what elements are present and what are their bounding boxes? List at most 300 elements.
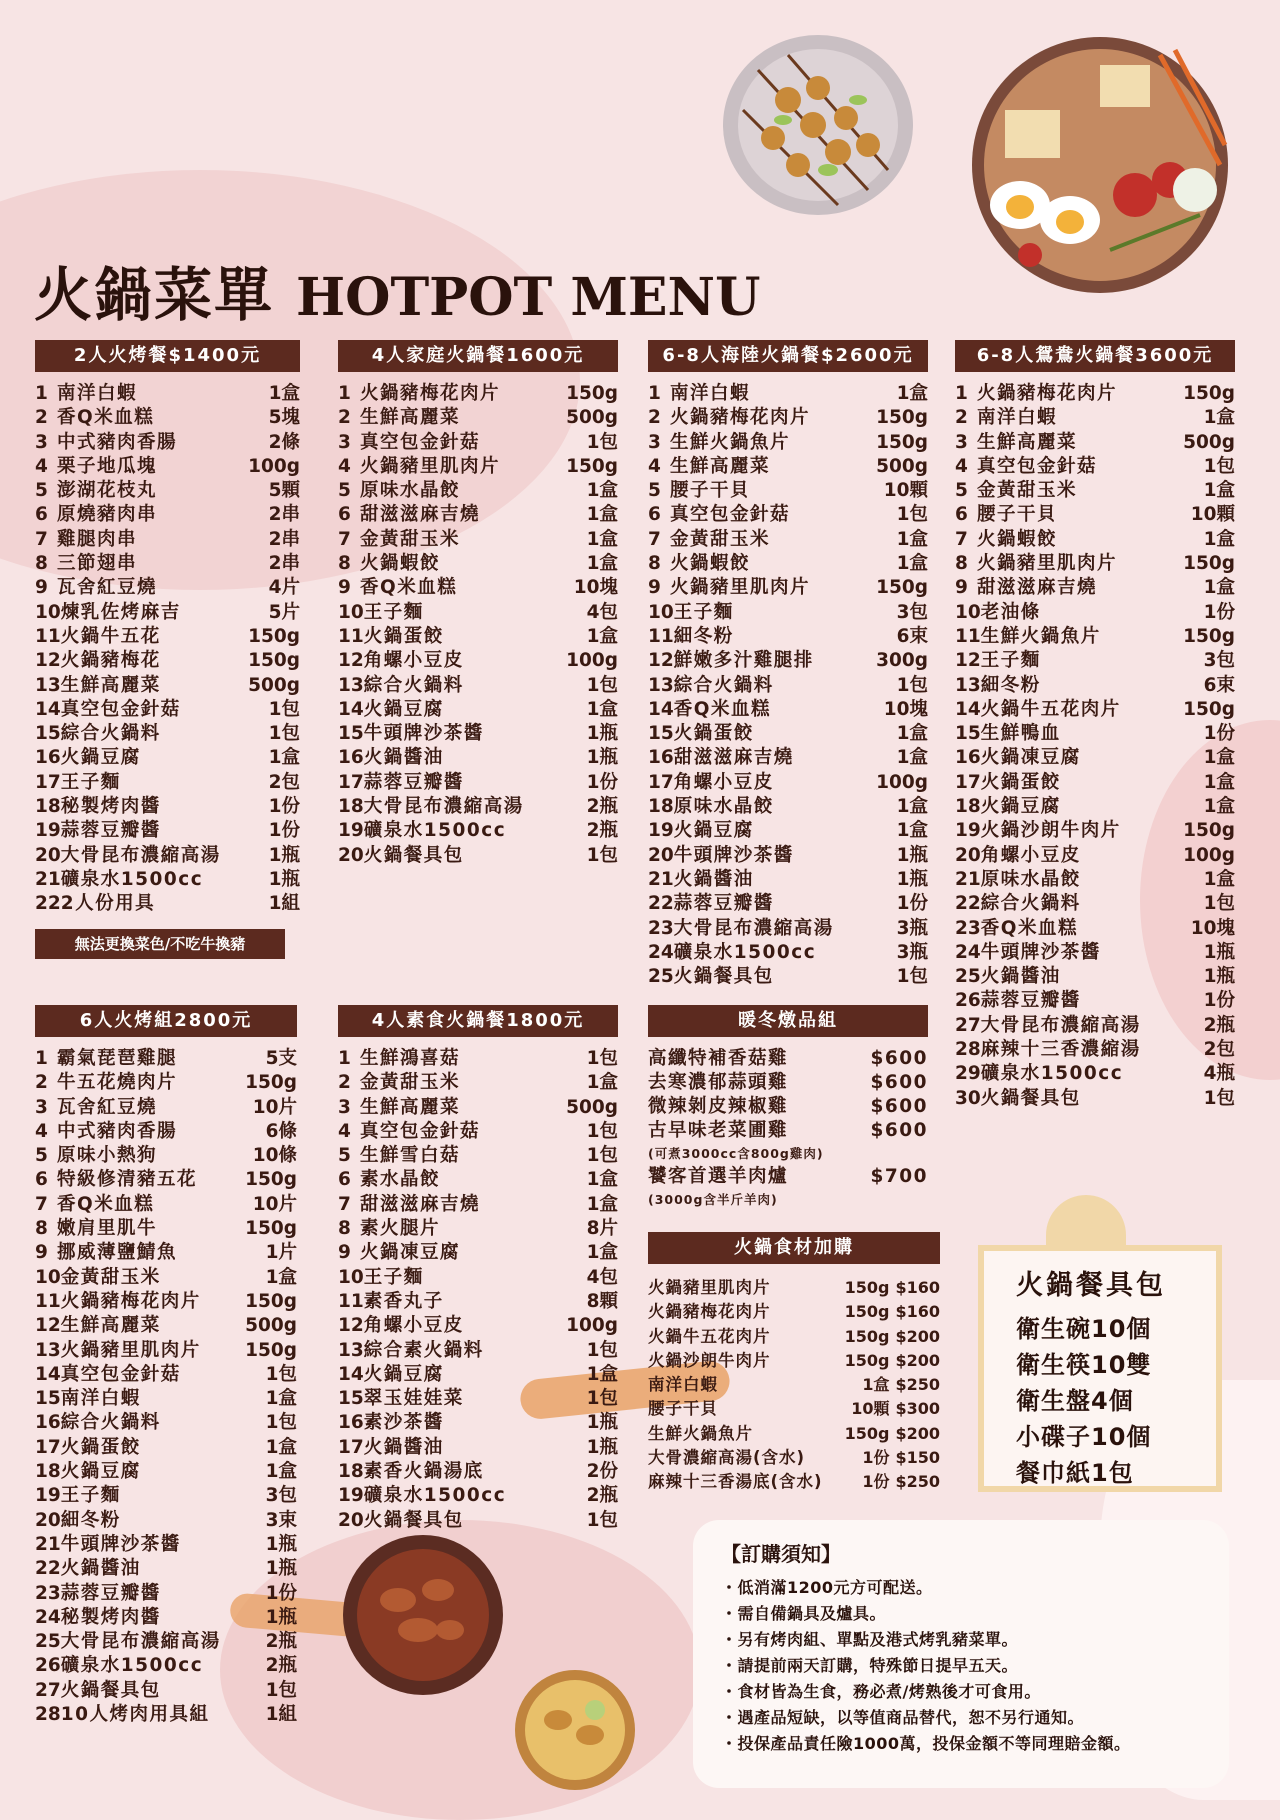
set-menu-item (35, 1557, 297, 1581)
set-menu-item-label (35, 1679, 161, 1703)
addon-item (648, 1300, 940, 1324)
item-name: 香Q米血糕 (980, 917, 1078, 939)
item-number: 3 (338, 1096, 351, 1118)
addon-item (648, 1373, 940, 1397)
item-quantity: 1包 (586, 1339, 618, 1361)
item-quantity: 150g (1183, 820, 1235, 842)
set-menu-item (35, 819, 300, 843)
item-number: 19 (648, 820, 674, 842)
item-number: 23 (955, 917, 981, 939)
set-menu-item-label (955, 455, 1097, 479)
item-quantity: 1包 (586, 431, 618, 453)
item-name: 生鮮火鍋魚片 (670, 431, 791, 453)
order-notice-item: ・食材皆為生食，務必煮/烤熟後才可食用。 (721, 1682, 1041, 1701)
item-number: 8 (338, 1218, 351, 1240)
set-menu-item (955, 1038, 1235, 1062)
set-menu-item-label (955, 576, 1097, 600)
set-menu-item-label (338, 382, 500, 406)
item-name: 王子麵 (363, 1266, 424, 1288)
addon-item-quantity: 150g (844, 1302, 890, 1322)
item-number: 8 (35, 553, 48, 575)
item-number: 15 (35, 723, 61, 745)
item-number: 17 (35, 1436, 61, 1458)
set-menu-item (35, 1168, 297, 1192)
set-menu-item (35, 1363, 297, 1387)
item-quantity: 1份 (268, 820, 300, 842)
item-name: 火鍋醬油 (363, 747, 444, 769)
set-menu-item-label (35, 674, 161, 698)
set-menu-item (648, 819, 928, 843)
item-name: 蒜蓉豆瓣醬 (673, 893, 774, 915)
set-menu-item (35, 1533, 297, 1557)
item-number: 13 (648, 674, 674, 696)
item-quantity: 1盒 (1203, 771, 1235, 793)
set-menu-item-label (35, 1120, 177, 1144)
set-menu-item-label (955, 649, 1041, 673)
item-name: 南洋白蝦 (977, 407, 1058, 429)
set-menu-item (35, 1630, 297, 1654)
item-number: 14 (35, 1363, 61, 1385)
item-name: 麻辣十三香濃縮湯 (980, 1039, 1141, 1061)
item-number: 7 (648, 528, 661, 550)
item-name: 香Q米血糕 (673, 698, 771, 720)
no-substitution-note: 無法更換菜色/不吃牛換豬 (35, 929, 285, 959)
set-menu-item (35, 1071, 297, 1095)
item-name: 大骨昆布濃縮高湯 (673, 917, 834, 939)
item-name: 金黃甜玉米 (360, 1072, 461, 1094)
set-menu-item-list (648, 382, 928, 989)
item-name: 真空包金針菇 (60, 698, 181, 720)
item-quantity: 500g (876, 455, 928, 477)
item-number: 19 (35, 1485, 61, 1507)
addon-item-quantity: 1份 (862, 1448, 890, 1468)
item-quantity: 1包 (265, 1412, 297, 1434)
set-menu-item-label (338, 406, 460, 430)
item-quantity: 10條 (252, 1145, 297, 1167)
set-menu-4p-family-hotpot (338, 340, 618, 868)
set-menu-item (338, 722, 618, 746)
addon-item-qty-price (845, 1422, 940, 1446)
item-name: 火鍋豬里肌肉片 (670, 577, 811, 599)
item-number: 20 (338, 844, 364, 866)
item-number: 6 (955, 504, 968, 526)
set-menu-item (338, 1144, 618, 1168)
item-name: 腰子干貝 (670, 480, 751, 502)
item-number: 24 (955, 941, 981, 963)
set-menu-item (35, 1654, 297, 1678)
item-number: 3 (35, 431, 48, 453)
item-number: 16 (35, 747, 61, 769)
item-quantity: 3束 (265, 1509, 297, 1531)
item-number: 7 (35, 528, 48, 550)
item-quantity: 2瓶 (586, 1485, 618, 1507)
set-menu-item (955, 722, 1235, 746)
set-menu-item (648, 382, 928, 406)
set-menu-item-list (338, 1047, 618, 1533)
item-name: 火鍋豆腐 (673, 820, 754, 842)
addon-item-price: $200 (895, 1326, 940, 1346)
set-menu-item-label (955, 795, 1061, 819)
set-menu-item-label (338, 1144, 460, 1168)
set-menu-item-label (955, 771, 1061, 795)
set-menu-item (35, 795, 300, 819)
item-quantity: 3瓶 (896, 917, 928, 939)
item-name: 牛頭牌沙茶醬 (60, 1533, 181, 1555)
item-quantity: 1瓶 (268, 844, 300, 866)
item-name: 生鮮高麗菜 (670, 455, 771, 477)
item-number: 15 (955, 723, 981, 745)
item-quantity: 10顆 (1190, 504, 1235, 526)
order-notice-item: ・低消滿1200元方可配送。 (721, 1578, 933, 1597)
set-menu-item (35, 406, 300, 430)
item-name: 火鍋蛋餃 (363, 625, 444, 647)
set-menu-item (955, 1087, 1235, 1111)
set-menu-item (338, 1193, 618, 1217)
set-menu-item (648, 722, 928, 746)
set-menu-item (338, 819, 618, 843)
set-menu-item (338, 431, 618, 455)
set-menu-item (35, 649, 300, 673)
item-quantity: 1盒 (896, 383, 928, 404)
set-menu-item (35, 479, 300, 503)
item-number: 19 (338, 1485, 364, 1507)
stew-note: (3000g含半斤羊肉) (648, 1192, 778, 1207)
set-menu-item (35, 1241, 297, 1265)
set-menu-item (35, 1217, 297, 1241)
addon-item-price: $200 (895, 1423, 940, 1443)
item-quantity: 2瓶 (586, 820, 618, 842)
item-quantity: 1片 (265, 1242, 297, 1264)
stew-item-name: 高纖特補香菇雞 (648, 1048, 789, 1069)
item-quantity: 5片 (268, 601, 300, 623)
set-menu-6-8p-yuanyang (955, 340, 1235, 1111)
stew-item-price: $600 (870, 1048, 928, 1069)
set-menu-item-label (338, 479, 460, 503)
set-menu-item (338, 1290, 618, 1314)
item-name: 火鍋豬梅花 (60, 650, 161, 672)
item-number: 9 (648, 577, 661, 599)
item-quantity: 100g (566, 650, 618, 672)
item-number: 4 (338, 455, 351, 477)
set-menu-item (955, 576, 1235, 600)
item-number: 22 (35, 1558, 61, 1580)
item-quantity: 100g (248, 455, 300, 477)
item-number: 11 (35, 1290, 61, 1312)
addon-section (648, 1232, 940, 1495)
item-name: 大骨昆布濃縮高湯 (60, 844, 221, 866)
item-name: 中式豬肉香腸 (57, 431, 178, 453)
set-menu-item-label (35, 1460, 141, 1484)
item-number: 9 (35, 577, 48, 599)
item-quantity: 2瓶 (265, 1655, 297, 1677)
item-number: 23 (35, 1582, 61, 1604)
item-number: 10 (648, 601, 674, 623)
item-quantity: 150g (1183, 553, 1235, 575)
addon-item (648, 1422, 940, 1446)
set-menu-item (35, 1339, 297, 1363)
set-menu-item-label (35, 1387, 141, 1411)
item-number: 17 (35, 771, 61, 793)
item-name: 綜合火鍋料 (363, 674, 464, 696)
item-number: 2 (338, 1072, 351, 1094)
item-number: 15 (35, 1388, 61, 1410)
item-name: 火鍋凍豆腐 (360, 1242, 461, 1264)
item-number: 5 (35, 1145, 48, 1167)
skewers-plate-icon (718, 30, 918, 220)
item-quantity: 1瓶 (265, 1606, 297, 1628)
addon-header: 火鍋食材加購 (648, 1232, 940, 1264)
addon-item-quantity: 150g (844, 1326, 890, 1346)
item-number: 1 (648, 383, 661, 404)
item-number: 19 (35, 820, 61, 842)
set-menu-item (338, 1071, 618, 1095)
set-menu-item (35, 576, 300, 600)
item-name: 特級修清豬五花 (57, 1169, 198, 1191)
item-number: 3 (338, 431, 351, 453)
item-name: 蒜蓉豆瓣醬 (60, 1582, 161, 1604)
item-number: 6 (338, 1169, 351, 1191)
item-quantity: 1份 (586, 771, 618, 793)
item-number: 6 (35, 1169, 48, 1191)
item-quantity: 1盒 (896, 796, 928, 818)
item-name: 火鍋豬梅花肉片 (977, 383, 1118, 404)
set-menu-item (648, 576, 928, 600)
item-name: 礦泉水1500cc (363, 1485, 507, 1507)
set-menu-item-label (338, 625, 444, 649)
item-name: 火鍋豬梅花肉片 (670, 407, 811, 429)
set-menu-item-label (955, 503, 1057, 527)
set-menu-item (955, 406, 1235, 430)
item-number: 3 (35, 1096, 48, 1118)
set-menu-item (338, 576, 618, 600)
item-name: 大骨昆布濃縮高湯 (60, 1631, 221, 1653)
set-menu-item-label (35, 431, 177, 455)
set-menu-item (955, 503, 1235, 527)
set-menu-item-label (648, 552, 750, 576)
item-name: 綜合火鍋料 (60, 1412, 161, 1434)
item-name: 蒜蓉豆瓣醬 (363, 771, 464, 793)
menu-title-zh: 火鍋菜單 (34, 261, 275, 329)
item-number: 13 (338, 1339, 364, 1361)
item-quantity: 2份 (586, 1461, 618, 1483)
item-name: 火鍋蝦餃 (977, 528, 1058, 550)
set-menu-item-label (648, 868, 754, 892)
set-menu-item (338, 1314, 618, 1338)
item-quantity: 4包 (586, 1266, 618, 1288)
item-name: 火鍋蛋餃 (980, 771, 1061, 793)
set-menu-item-label (35, 455, 157, 479)
set-menu-item (648, 455, 928, 479)
item-name: 挪威薄鹽鯖魚 (57, 1242, 178, 1264)
set-menu-item (338, 406, 618, 430)
item-quantity: 1盒 (1203, 577, 1235, 599)
item-quantity: 1包 (268, 698, 300, 720)
set-menu-item-label (955, 917, 1078, 941)
item-quantity: 150g (1183, 383, 1235, 404)
order-notice-item: ・投保產品責任險1000萬，投保金額不等同理賠金額。 (721, 1734, 1131, 1753)
set-menu-item-label (338, 1484, 506, 1508)
set-menu-item (338, 649, 618, 673)
set-menu-item-label (35, 746, 141, 770)
item-quantity: 10片 (252, 1096, 297, 1118)
set-menu-item-label (648, 479, 750, 503)
item-quantity: 1瓶 (268, 868, 300, 890)
item-number: 10 (338, 601, 364, 623)
item-number: 20 (35, 1509, 61, 1531)
item-quantity: 1盒 (586, 504, 618, 526)
stew-item-price: $600 (870, 1072, 928, 1093)
item-quantity: 1盒 (896, 820, 928, 842)
addon-item-name: 生鮮火鍋魚片 (648, 1423, 753, 1443)
set-menu-item-label (35, 1144, 157, 1168)
item-number: 5 (338, 480, 351, 502)
addon-item-price: $150 (895, 1448, 940, 1468)
item-quantity: 150g (876, 407, 928, 429)
item-name: 礦泉水1500cc (980, 1063, 1124, 1085)
set-menu-item (338, 1120, 618, 1144)
set-menu-item-label (35, 1241, 177, 1265)
addon-item-quantity: 150g (844, 1423, 890, 1443)
item-quantity: 150g (876, 431, 928, 453)
item-quantity: 5顆 (268, 480, 300, 502)
item-name: 香Q米血糕 (57, 1193, 155, 1215)
item-name: 綜合火鍋料 (673, 674, 774, 696)
item-number: 28 (955, 1039, 981, 1061)
item-number: 21 (35, 868, 61, 890)
set-menu-item (955, 868, 1235, 892)
order-notice-item: ・請提前兩天訂購，特殊節日提早五天。 (721, 1656, 1019, 1675)
item-name: 生鮮鴻喜菇 (360, 1048, 461, 1069)
set-menu-item-label (35, 649, 161, 673)
item-name: 礦泉水1500cc (60, 868, 204, 890)
item-quantity: 2串 (268, 528, 300, 550)
item-number: 9 (35, 1242, 48, 1264)
set-menu-item-list (35, 1047, 297, 1727)
set-menu-item-label (955, 892, 1081, 916)
set-menu-item (35, 1096, 297, 1120)
set-menu-item-label (648, 382, 750, 406)
set-menu-item (955, 965, 1235, 989)
item-name: 嫩肩里肌牛 (57, 1218, 158, 1240)
item-name: 蒜蓉豆瓣醬 (980, 990, 1081, 1012)
item-quantity: 1盒 (586, 480, 618, 502)
item-quantity: 2串 (268, 504, 300, 526)
set-menu-item-label (338, 1363, 444, 1387)
item-number: 21 (35, 1533, 61, 1555)
item-name: 生鮮高麗菜 (360, 1096, 461, 1118)
item-number: 14 (35, 698, 61, 720)
item-number: 16 (338, 747, 364, 769)
set-menu-item-label (338, 576, 457, 600)
set-menu-item (955, 1014, 1235, 1038)
set-menu-header: 6-8人海陸火鍋餐$2600元 (648, 340, 928, 372)
set-menu-item (648, 892, 928, 916)
item-quantity: 1盒 (586, 1072, 618, 1094)
item-name: 原味水晶餃 (980, 868, 1081, 890)
item-name: 火鍋牛五花肉片 (980, 698, 1121, 720)
item-name: 火鍋蝦餃 (360, 553, 441, 575)
item-number: 16 (35, 1412, 61, 1434)
item-quantity: 1瓶 (586, 747, 618, 769)
set-menu-item-label (35, 503, 157, 527)
item-quantity: 150g (245, 1339, 297, 1361)
item-name: 火鍋醬油 (980, 966, 1061, 988)
set-menu-item (338, 746, 618, 770)
set-menu-item-label (955, 552, 1117, 576)
item-quantity: 10塊 (883, 698, 928, 720)
set-menu-item-label (955, 674, 1041, 698)
item-number: 9 (338, 1242, 351, 1264)
set-menu-item (955, 819, 1235, 843)
set-menu-item (338, 844, 618, 868)
set-menu-item-label (338, 455, 500, 479)
set-menu-item-label (955, 1062, 1123, 1086)
item-name: 素香丸子 (363, 1290, 444, 1312)
set-menu-item (338, 698, 618, 722)
set-menu-item-label (35, 1290, 201, 1314)
set-menu-item (35, 844, 300, 868)
item-name: 火鍋醬油 (673, 868, 754, 890)
set-menu-item (955, 844, 1235, 868)
item-number: 9 (955, 577, 968, 599)
set-menu-item (648, 917, 928, 941)
item-quantity: 1瓶 (1203, 941, 1235, 963)
item-number: 10 (338, 1266, 364, 1288)
set-menu-item-label (338, 1096, 460, 1120)
item-quantity: 1包 (896, 674, 928, 696)
item-name: 綜合火鍋料 (60, 723, 161, 745)
item-name: 牛頭牌沙茶醬 (363, 723, 484, 745)
item-name: 香Q米血糕 (360, 577, 458, 599)
addon-item-price: $300 (895, 1399, 940, 1419)
item-quantity: 1盒 (586, 625, 618, 647)
item-quantity: 300g (876, 650, 928, 672)
item-quantity: 3包 (896, 601, 928, 623)
item-name: 綜合素火鍋料 (363, 1339, 484, 1361)
item-number: 12 (955, 650, 981, 672)
item-number: 29 (955, 1063, 981, 1085)
set-menu-item-label (35, 1533, 181, 1557)
item-name: 生鮮鴨血 (980, 723, 1061, 745)
set-menu-item (338, 1241, 618, 1265)
item-quantity: 1盒 (1203, 528, 1235, 550)
addon-item-quantity: 1盒 (862, 1375, 890, 1395)
item-quantity: 100g (566, 1315, 618, 1337)
set-menu-item (648, 746, 928, 770)
stew-item (648, 1119, 928, 1143)
stew-item (648, 1071, 928, 1095)
set-menu-item (338, 1339, 618, 1363)
item-quantity: 150g (248, 650, 300, 672)
set-menu-item-label (338, 1168, 440, 1192)
set-menu-item-label (35, 528, 137, 552)
item-number: 5 (338, 1145, 351, 1167)
salad-bowl-icon (960, 15, 1245, 300)
set-menu-item (35, 1387, 297, 1411)
set-menu-item-label (35, 1193, 154, 1217)
item-number: 14 (955, 698, 981, 720)
addon-item-price: $250 (895, 1472, 940, 1492)
item-quantity: 1盒 (896, 723, 928, 745)
set-menu-item (35, 674, 300, 698)
item-number: 27 (35, 1679, 61, 1701)
item-quantity: 1瓶 (1203, 966, 1235, 988)
item-name: 金黃甜玉米 (977, 480, 1078, 502)
item-number: 11 (648, 625, 674, 647)
item-quantity: 1盒 (586, 1193, 618, 1215)
item-number: 11 (338, 625, 364, 647)
set-menu-item (955, 528, 1235, 552)
